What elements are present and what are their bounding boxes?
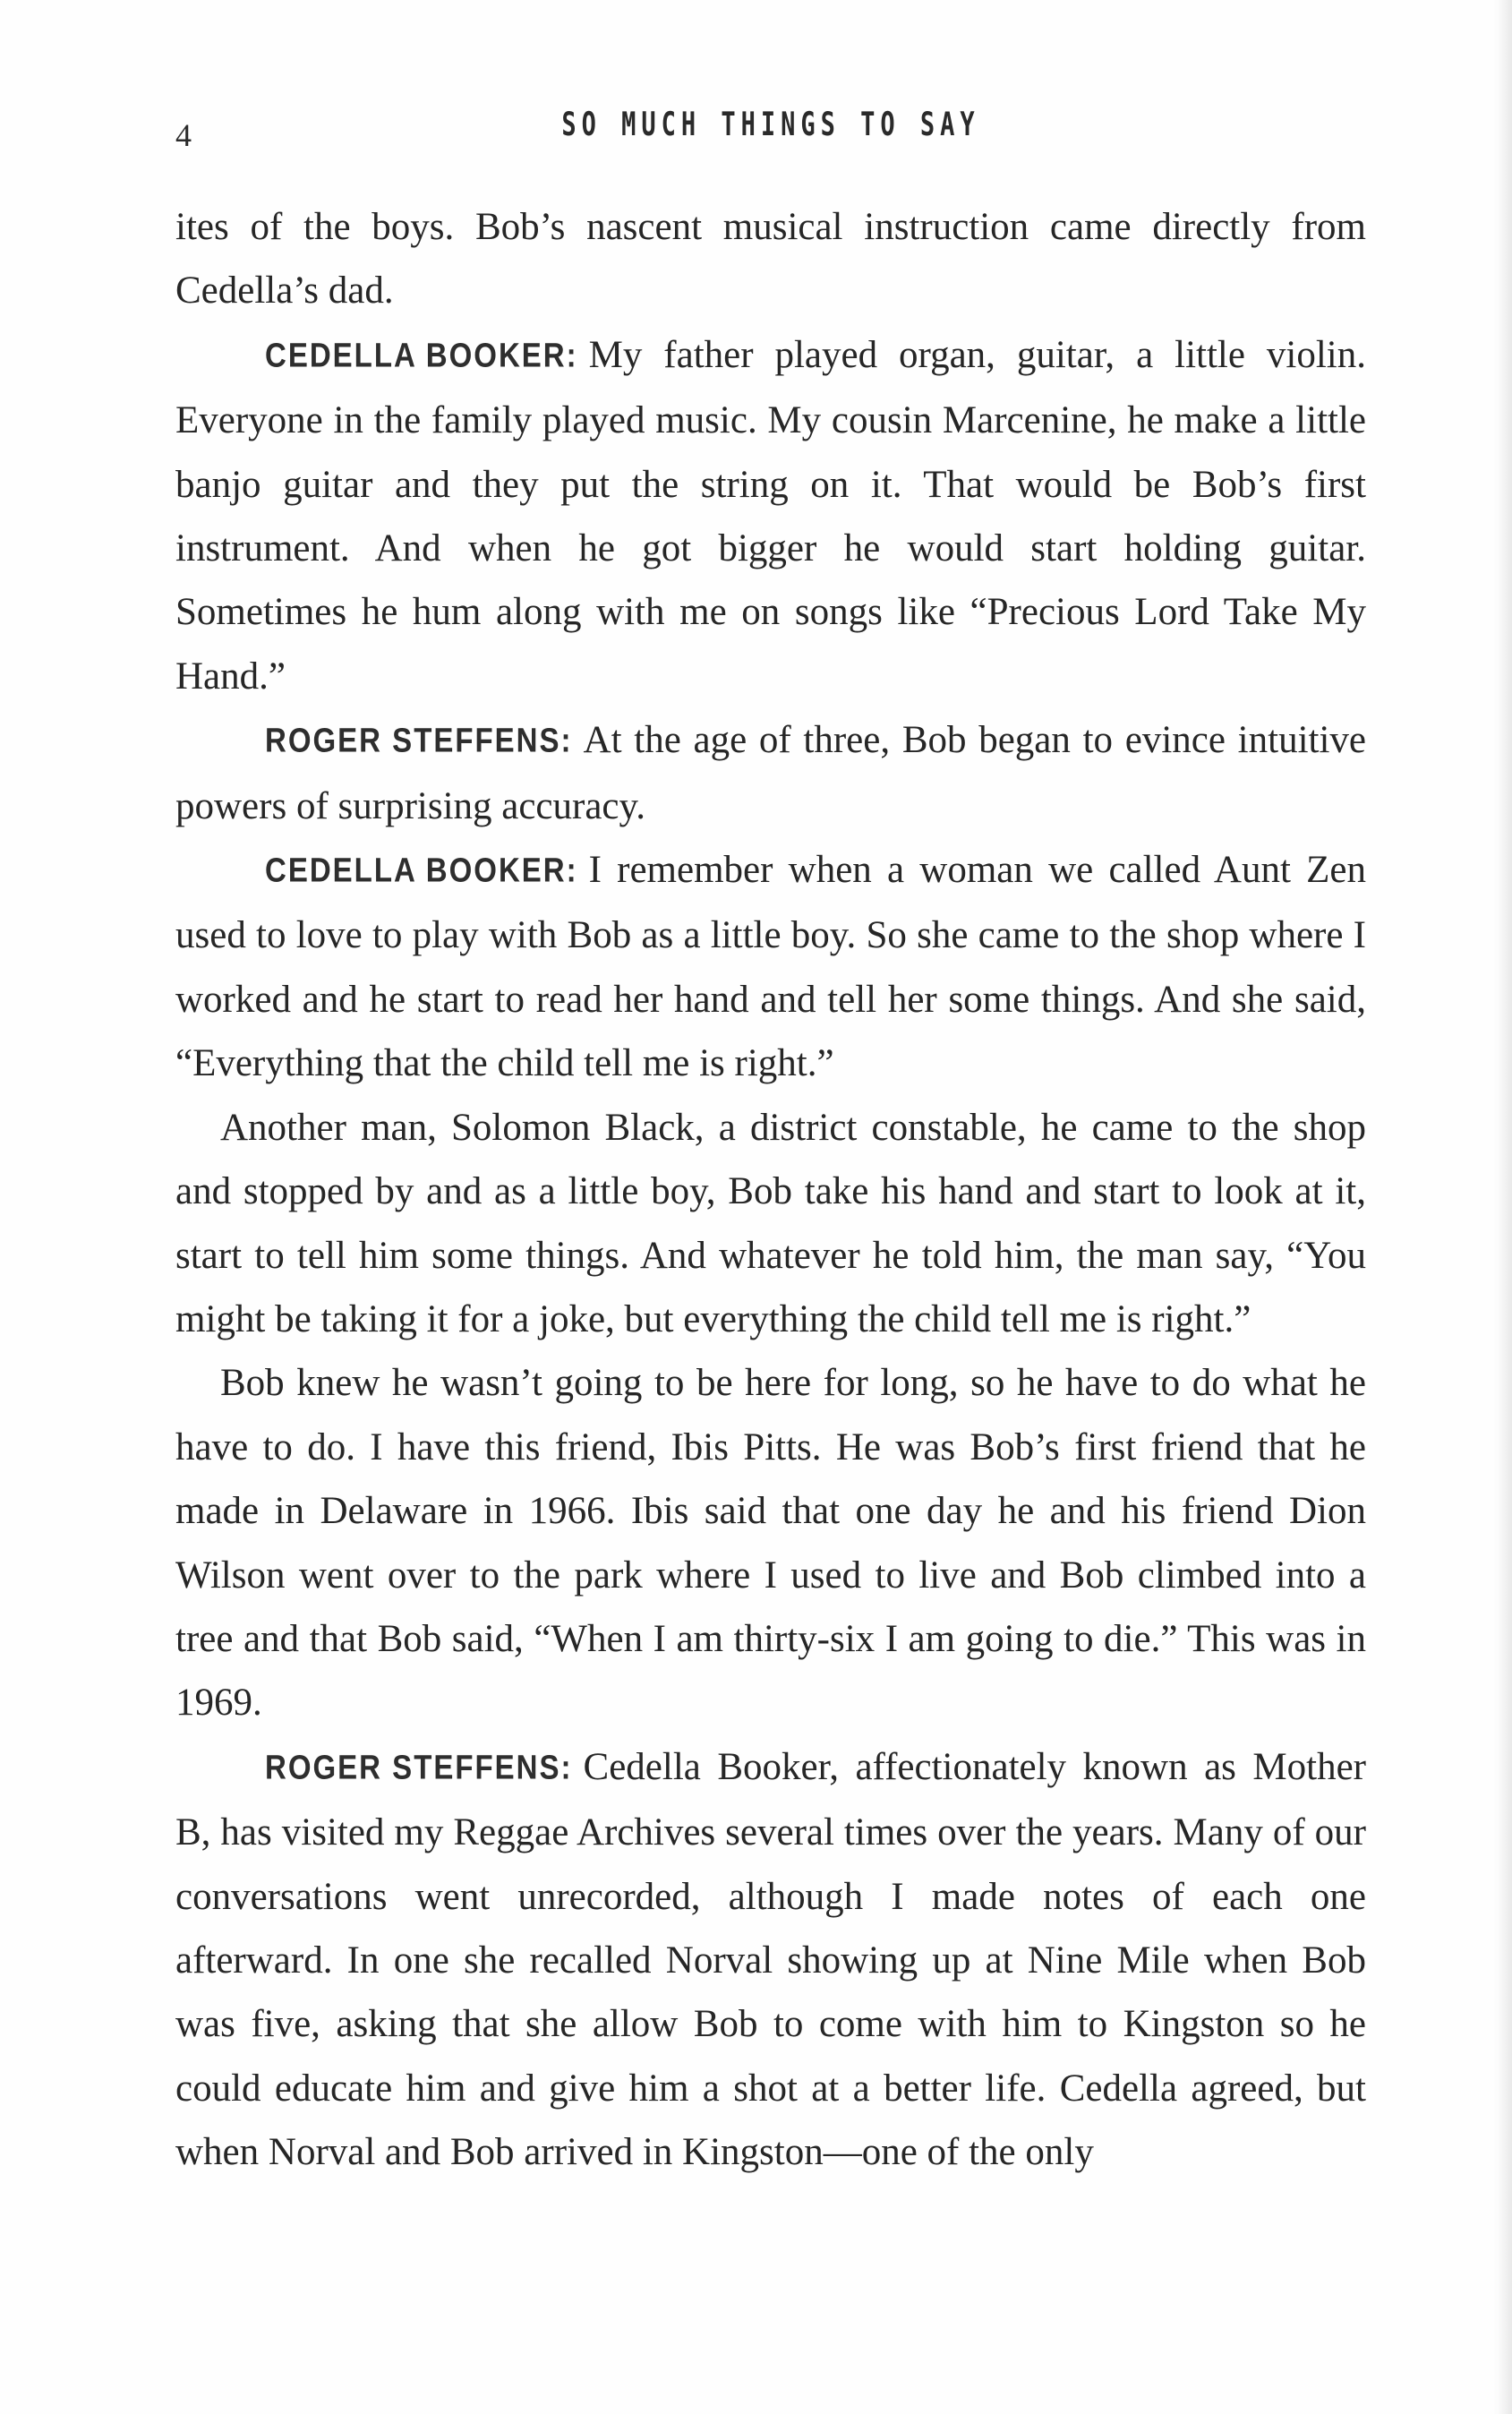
paragraph-text: My father played organ, guitar, a little violin. Everyone in the family played music. My cousin Marcenine, he make a little banjo guitar and they put the string on it. That would be Bob’s first instrument. And when he got bigger he would start holding guitar. Sometimes he hum along with me on songs like “Precious Lord Take My Hand.” bbox=[175, 333, 1366, 698]
paragraph-text: Bob knew he wasn’t going to be here for long, so he have to do what he have to do. I have this friend, Ibis Pitts. He was Bob’s first friend that he made in Delaware in 1966. Ibis said that one day he and his friend Dion Wilson went over to the park where I used to live and Bob climbed into a tree and that Bob said, “When I am thirty-six I am going to die.” This was in 1969. bbox=[175, 1362, 1366, 1725]
paragraph-text: ites of the boys. Bob’s nascent musical instruction came directly from Cedella’s dad. bbox=[175, 206, 1366, 312]
paragraph bbox=[175, 1096, 1366, 1352]
paragraph-text: I remember when a woman we called Aunt Zen used to love to play with Bob as a little boy. So she came to the shop where I worked and he start to read her hand and tell her some things. And she said, “Everything that the child tell me is right.” bbox=[175, 849, 1366, 1085]
speaker-label: CEDELLA BOOKER: bbox=[265, 335, 578, 374]
speaker-label: ROGER STEFFENS: bbox=[265, 721, 573, 759]
body-text bbox=[175, 195, 1366, 2185]
paragraph bbox=[175, 323, 1366, 708]
speaker-label: CEDELLA BOOKER: bbox=[265, 851, 578, 889]
paragraph bbox=[175, 1735, 1366, 2185]
paragraph-text: Cedella Booker, affectionately known as Mother B, has visited my Reggae Archives several times over the years. Many of our conversations went unrecorded, although I made notes of each one afterward. In one she recalled Norval showing up at Nine Mile when Bob was five, asking that she allow Bob to come with him to Kingston so he could educate him and give him a shot at a better life. Cedella agreed, but when Norval and Bob arrived in Kingston—one of the only bbox=[175, 1745, 1366, 2174]
speaker-label: ROGER STEFFENS: bbox=[265, 1747, 573, 1786]
paragraph bbox=[175, 838, 1366, 1096]
paragraph bbox=[175, 195, 1366, 323]
paragraph-text: At the age of three, Bob began to evince intuitive powers of surprising accuracy. bbox=[175, 719, 1366, 827]
page-number: 4 bbox=[175, 117, 192, 153]
paragraph bbox=[175, 708, 1366, 838]
page-header bbox=[175, 106, 1366, 159]
page-edge-shadow bbox=[1492, 0, 1512, 2414]
paragraph bbox=[175, 1351, 1366, 1734]
paragraph-text: Another man, Solomon Black, a district constable, he came to the shop and stopped by and as a little boy, Bob take his hand and start to look at it, start to tell him some things. And whatever he told him, the man say, “You might be taking it for a joke, but everything the child tell me is right.” bbox=[175, 1106, 1366, 1340]
running-head: SO MUCH THINGS TO SAY bbox=[561, 106, 980, 144]
